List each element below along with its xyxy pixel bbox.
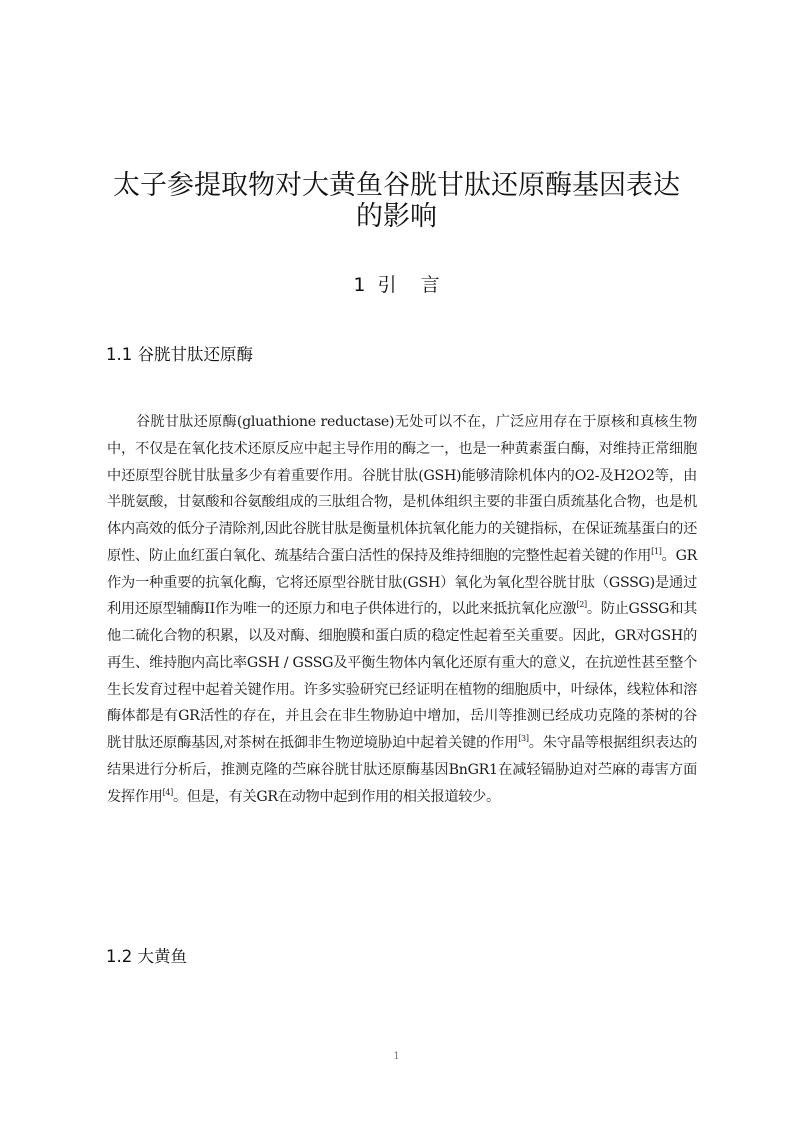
section-heading-introduction: 1 引 言 [353,274,440,296]
paragraph-text: 。GR作为一种重要的抗氧化酶，它将还原型谷胱甘肽(GSH）氧化为氧化型谷胱甘肽（GSSG)是通过利用还原型辅酶II作为唯一的还原力和电子供体进行的，以此来抵抗氧化应激 [107,547,697,618]
citation-ref: [3] [518,734,529,743]
citation-ref: [4] [162,787,173,797]
subsection-heading-glutathione-reductase: 1.1 谷胱甘肽还原酶 [106,345,253,364]
paper-title: 太子参提取物对大黄鱼谷胱甘肽还原酶基因表达的影响 [113,170,680,232]
paragraph-text: 。朱守晶等根据组织表达的结果进行分析后，推测克隆的苎麻谷胱甘肽还原酶基因BnGR1在减轻镉胁迫对苎麻的毒害方面发挥作用 [107,735,697,805]
citation-ref: [1] [651,546,662,556]
body-paragraph [107,409,697,810]
page-number: 1 [393,1051,400,1062]
citation-ref: [2] [576,600,587,610]
subsection-heading-large-yellow-croaker: 1.2 大黄鱼 [106,947,187,966]
paragraph-text: 。但是，有关GR在动物中起到作用的相关报道较少。 [173,788,500,805]
paragraph-text: 。防止GSSG和其他二硫化合物的积累，以及对酶、细胞膜和蛋白质的稳定性起着至关重要。因此，GR对GSH的再生、维持胞内高比率GSH / GSSG及平衡生物体内氧化还原有重大的意义，在抗逆性甚至整个生长发育过程中起着关键作用。许多实验研究已经证明在植物的细胞质中，叶绿体，线粒体和溶酶体都是有GR活性的存在，并且会在非生物胁迫中增加，岳川等推测已经成功克隆的茶树的谷胱甘肽还原酶基因,对茶树在抵御非生物逆境胁迫中起着关键的作用 [107,601,698,751]
paragraph-text: 谷胱甘肽还原酶(gluathione reductase)无处可以不在，广泛应用存在于原核和真核生物中，不仅是在氧化技术还原反应中起主导作用的酶之一，也是一种黄素蛋白酶，对维持正常细胞中还原型谷胱甘肽量多少有着重要作用。谷胱甘肽(GSH)能够清除机体内的O2-及H2O2等，由半胱氨酸，甘氨酸和谷氨酸组成的三肽组合物，是机体组织主要的非蛋白质巯基化合物，也是机体内高效的低分子清除剂,因此谷胱甘肽是衡量机体抗氧化能力的关键指标，在保证巯基蛋白的还原性、防止血红蛋白氧化、巯基结合蛋白活性的保持及维持细胞的完整性起着关键的作用 [107,414,697,564]
